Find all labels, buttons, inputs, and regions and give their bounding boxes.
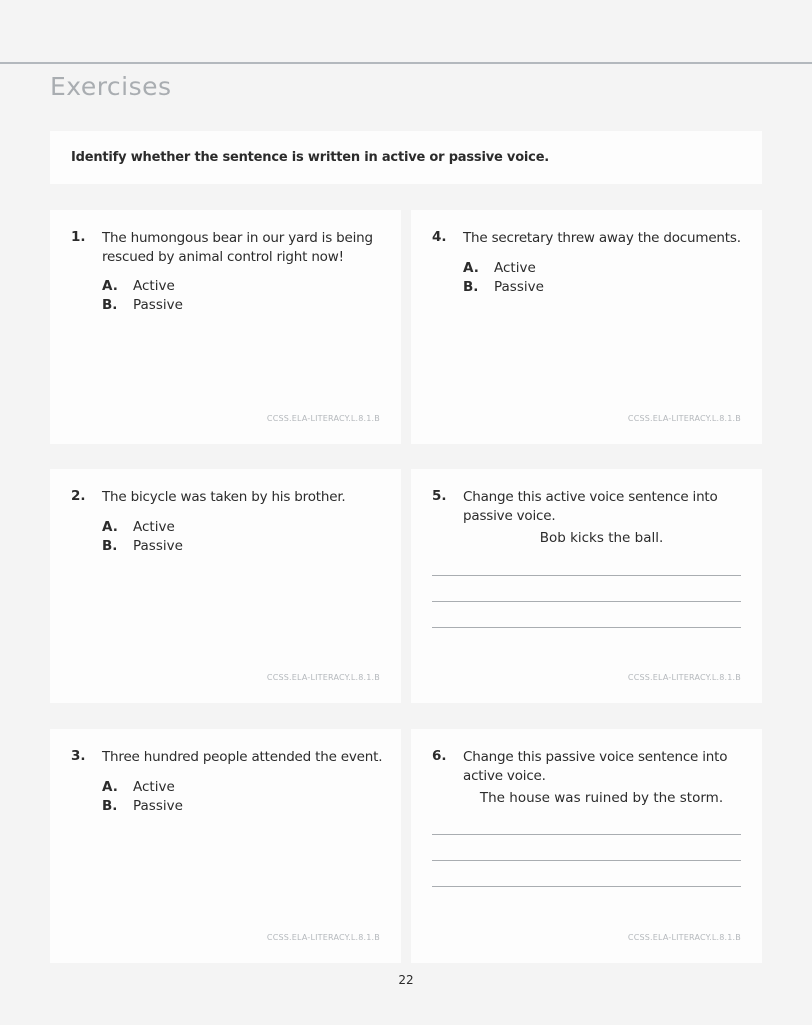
question-card-4 (411, 210, 762, 444)
example-sentence: The house was ruined by the storm. (479, 790, 724, 806)
option-letter: A. (463, 259, 479, 276)
option-b[interactable] (102, 295, 183, 314)
answer-line[interactable] (432, 601, 741, 602)
section-title: Exercises (50, 72, 172, 101)
option-label: Passive (494, 278, 544, 295)
option-b[interactable] (463, 277, 544, 296)
option-label: Passive (133, 537, 183, 554)
question-card-3 (50, 729, 401, 963)
option-label: Passive (133, 797, 183, 814)
header-rule (0, 62, 812, 64)
standard-code: CCSS.ELA-LITERACY.L.8.1.B (627, 414, 741, 423)
answer-line[interactable] (432, 575, 741, 576)
question-number: 6. (432, 748, 447, 764)
option-letter: A. (102, 277, 118, 294)
page-number: 22 (398, 973, 414, 987)
question-text: Change this passive voice sentence into active voice. (463, 749, 728, 784)
answer-options (102, 276, 183, 314)
option-a[interactable] (102, 517, 183, 536)
question-text: Three hundred people attended the event. (102, 749, 383, 765)
question-number: 1. (71, 229, 86, 245)
standard-code: CCSS.ELA-LITERACY.L.8.1.B (627, 933, 741, 942)
option-letter: B. (102, 537, 118, 554)
question-text: The humongous bear in our yard is being rescued by animal control right now! (102, 230, 373, 265)
option-label: Active (133, 778, 175, 795)
answer-options (102, 777, 183, 815)
question-number: 4. (432, 229, 447, 245)
option-letter: B. (102, 797, 118, 814)
standard-code: CCSS.ELA-LITERACY.L.8.1.B (266, 933, 380, 942)
answer-options (463, 258, 544, 296)
question-number: 3. (71, 748, 86, 764)
standard-code: CCSS.ELA-LITERACY.L.8.1.B (627, 673, 741, 682)
question-text: The secretary threw away the documents. (463, 230, 741, 246)
instruction-text: Identify whether the sentence is written in active or passive voice. (71, 150, 550, 165)
standard-code: CCSS.ELA-LITERACY.L.8.1.B (266, 414, 380, 423)
answer-line[interactable] (432, 886, 741, 887)
option-b[interactable] (102, 536, 183, 555)
example-sentence: Bob kicks the ball. (539, 530, 664, 546)
option-label: Active (133, 518, 175, 535)
option-letter: B. (463, 278, 479, 295)
question-card-6 (411, 729, 762, 963)
question-number: 5. (432, 488, 447, 504)
option-a[interactable] (102, 777, 183, 796)
option-letter: B. (102, 296, 118, 313)
answer-line[interactable] (432, 860, 741, 861)
option-label: Active (494, 259, 536, 276)
question-text: The bicycle was taken by his brother. (102, 489, 346, 505)
question-card-2 (50, 469, 401, 703)
question-number: 2. (71, 488, 86, 504)
option-a[interactable] (102, 276, 183, 295)
answer-options (102, 517, 183, 555)
option-letter: A. (102, 518, 118, 535)
answer-line[interactable] (432, 834, 741, 835)
option-a[interactable] (463, 258, 544, 277)
question-text: Change this active voice sentence into passive voice. (463, 489, 718, 524)
option-label: Passive (133, 296, 183, 313)
answer-line[interactable] (432, 627, 741, 628)
option-label: Active (133, 277, 175, 294)
option-letter: A. (102, 778, 118, 795)
option-b[interactable] (102, 796, 183, 815)
question-card-1 (50, 210, 401, 444)
question-card-5 (411, 469, 762, 703)
instruction-box (50, 131, 762, 184)
standard-code: CCSS.ELA-LITERACY.L.8.1.B (266, 673, 380, 682)
